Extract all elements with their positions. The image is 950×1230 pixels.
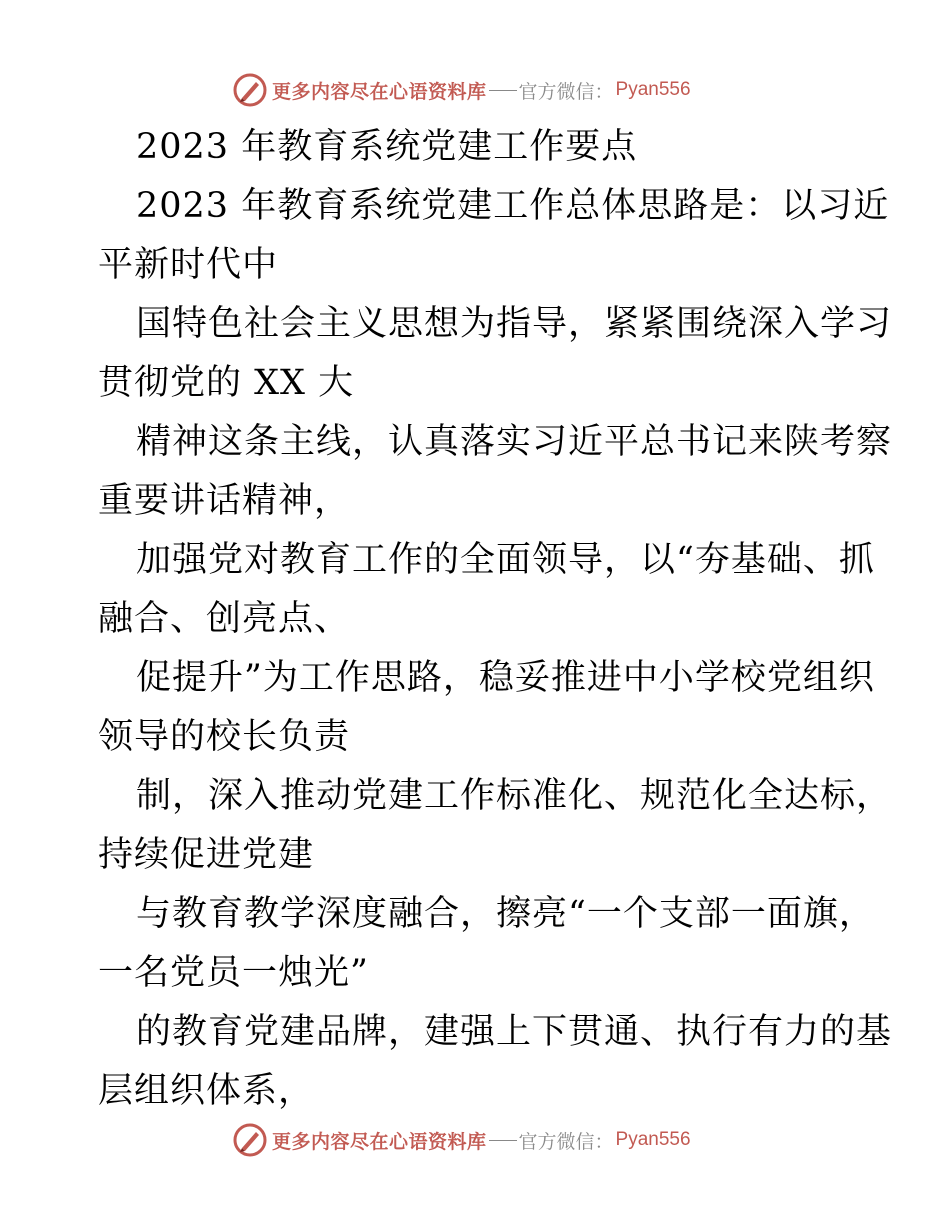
document-body bbox=[98, 118, 893, 1121]
banner-wechat-id: Pyan556 bbox=[615, 1129, 691, 1150]
text-line: 贯彻党的 XX 大 bbox=[98, 363, 355, 403]
text-line: 的教育党建品牌，建强上下贯通、执行有力的基 bbox=[136, 1012, 893, 1052]
header-watermark bbox=[232, 70, 752, 110]
pen-logo-icon bbox=[232, 1122, 268, 1158]
banner-wechat-id: Pyan556 bbox=[615, 79, 691, 100]
pen-logo-icon bbox=[232, 72, 268, 108]
banner-main-text: 更多内容尽在心语资料库 bbox=[272, 80, 487, 103]
banner-sub-text: 官方微信： bbox=[518, 80, 614, 103]
text-line: 融合、创亮点、 bbox=[98, 599, 351, 639]
text-line: 一名党员一烛光” bbox=[98, 953, 369, 993]
footer-watermark bbox=[232, 1120, 752, 1160]
text-line: 层组织体系， bbox=[98, 1071, 315, 1111]
text-line: 2023 年教育系统党建工作要点 bbox=[136, 127, 638, 167]
text-line: 重要讲话精神， bbox=[98, 481, 351, 521]
text-line: 制，深入推动党建工作标准化、规范化全达标， bbox=[136, 776, 893, 816]
text-line: 持续促进党建 bbox=[98, 835, 315, 875]
text-line: 领导的校长负责 bbox=[98, 717, 351, 757]
text-line: 平新时代中 bbox=[98, 245, 279, 285]
banner-dash bbox=[489, 1140, 517, 1141]
banner-dash bbox=[489, 90, 517, 91]
text-line: 2023 年教育系统党建工作总体思路是：以习近 bbox=[136, 186, 890, 226]
text-line: 促提升”为工作思路，稳妥推进中小学校党组织 bbox=[136, 658, 875, 698]
text-line: 国特色社会主义思想为指导，紧紧围绕深入学习 bbox=[136, 304, 893, 344]
text-line: 与教育教学深度融合，擦亮“一个支部一面旗， bbox=[136, 894, 875, 934]
text-line: 精神这条主线，认真落实习近平总书记来陕考察 bbox=[136, 422, 893, 462]
banner-main-text: 更多内容尽在心语资料库 bbox=[272, 1130, 487, 1153]
banner-sub-text: 官方微信： bbox=[518, 1130, 614, 1153]
text-line: 加强党对教育工作的全面领导，以“夯基础、抓 bbox=[136, 540, 875, 580]
